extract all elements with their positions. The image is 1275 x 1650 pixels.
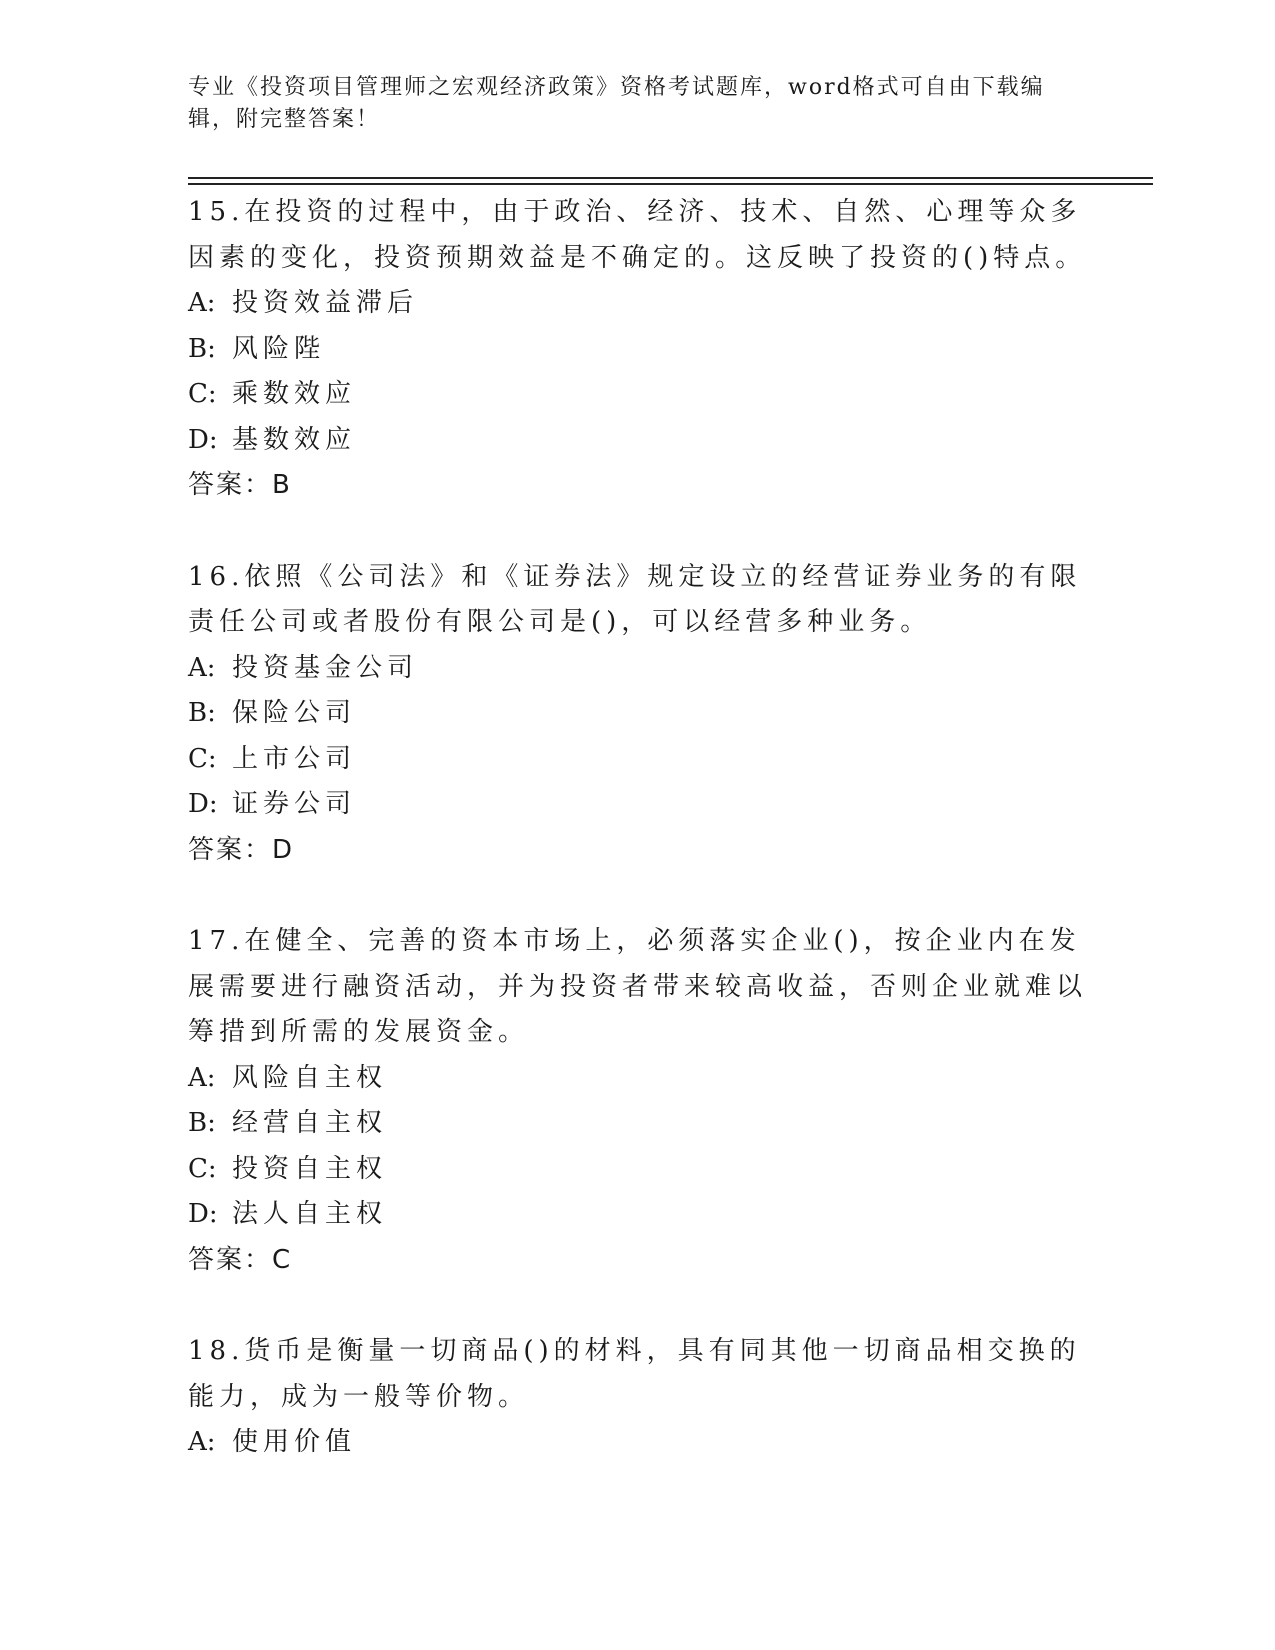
option-text: 证券公司	[232, 789, 357, 819]
answer-line: 答案：D	[188, 834, 295, 865]
option-letter: D:	[188, 1199, 218, 1229]
option-text: 投资自主权	[232, 1153, 388, 1184]
option-letter: C:	[188, 1153, 217, 1184]
option-text: 使用价值	[232, 1427, 357, 1457]
question-15	[188, 190, 1088, 509]
option-text: 乘数效应	[232, 379, 357, 409]
question-list	[188, 190, 1088, 1512]
option-letter: A:	[188, 652, 216, 683]
option-letter: D:	[188, 424, 218, 455]
question-text: 18.货币是衡量一切商品()的材料，具有同其他一切商品相交换的能力，成为一般等价物。	[188, 1336, 1081, 1412]
option-text: 风险陛	[232, 333, 326, 364]
document-header: 专业《投资项目管理师之宏观经济政策》资格考试题库，word格式可自由下载编辑，附完整答案！	[188, 75, 1045, 132]
option-b	[188, 691, 1088, 737]
option-letter: D:	[188, 789, 218, 819]
question-text: 16.依照《公司法》和《证券法》规定设立的经营证券业务的有限责任公司或者股份有限公司是()，可以经营多种业务。	[188, 561, 1082, 637]
option-a	[188, 646, 1088, 692]
header-divider-top	[188, 177, 1153, 179]
option-letter: A:	[188, 288, 216, 318]
question-text: 17.在健全、完善的资本市场上，必须落实企业()，按企业内在发展需要进行融资活动，并为投资者带来较高收益，否则企业就难以筹措到所需的发展资金。	[188, 926, 1088, 1047]
option-c	[188, 372, 1088, 418]
option-a	[188, 281, 1088, 327]
option-d	[188, 418, 1088, 464]
option-b	[188, 327, 1088, 373]
option-letter: A:	[188, 1427, 216, 1457]
option-text: 上市公司	[232, 743, 357, 774]
option-text: 经营自主权	[232, 1108, 388, 1138]
question-18	[188, 1329, 1088, 1466]
option-d	[188, 782, 1088, 828]
question-text: 15.在投资的过程中，由于政治、经济、技术、自然、心理等众多因素的变化，投资预期效益是不确定的。这反映了投资的()特点。	[188, 197, 1087, 273]
option-text: 投资基金公司	[232, 652, 419, 683]
option-letter: B:	[188, 698, 216, 728]
question-17	[188, 919, 1088, 1283]
option-letter: B:	[188, 1108, 216, 1138]
option-letter: C:	[188, 743, 217, 774]
option-letter: B:	[188, 333, 216, 364]
option-c	[188, 737, 1088, 783]
answer-line: 答案：C	[188, 1244, 293, 1275]
option-text: 保险公司	[232, 698, 357, 728]
option-text: 风险自主权	[232, 1062, 388, 1093]
option-d	[188, 1192, 1088, 1238]
option-a	[188, 1420, 1088, 1466]
option-text: 法人自主权	[232, 1199, 388, 1229]
header-divider-bottom	[188, 183, 1153, 185]
option-a	[188, 1056, 1088, 1102]
option-text: 投资效益滞后	[232, 288, 419, 318]
option-c	[188, 1147, 1088, 1193]
option-text: 基数效应	[232, 424, 357, 455]
question-16	[188, 555, 1088, 874]
option-letter: C:	[188, 379, 217, 409]
option-letter: A:	[188, 1062, 216, 1093]
option-b	[188, 1101, 1088, 1147]
answer-line: 答案：B	[188, 470, 292, 500]
